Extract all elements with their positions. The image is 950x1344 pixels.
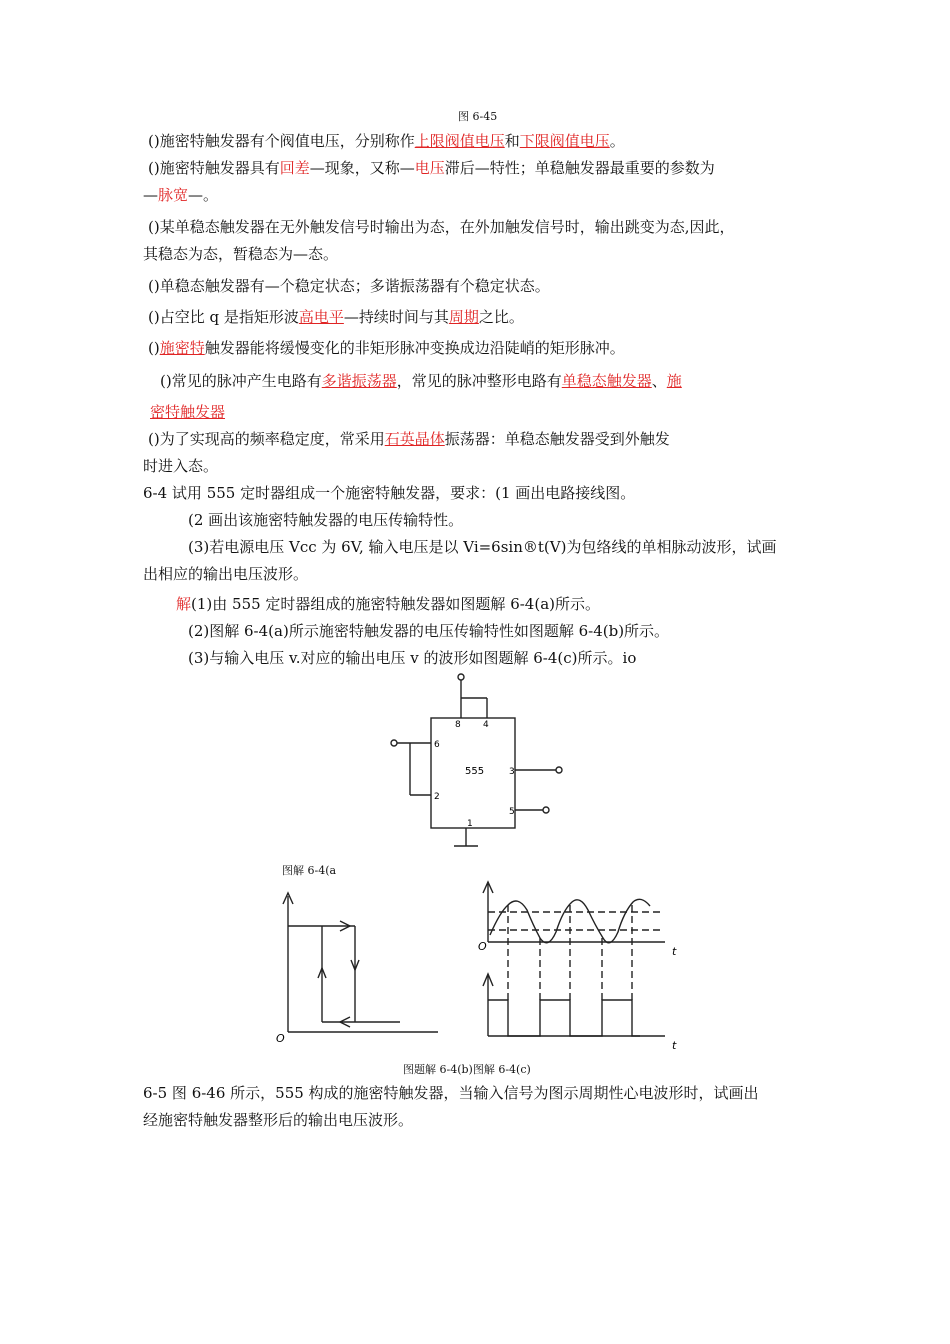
- question-4: ()单稳态触发器有—个稳定状态；多谐振荡器有个稳定状态。: [148, 277, 550, 295]
- question-3-cont: 其稳态为态，暂稳态为—态。: [143, 245, 339, 263]
- question-1: ()施密特触发器有个阀值电压，分别称作上限阀值电压和下限阀值电压。: [148, 132, 625, 150]
- axis-t-bottom: t: [672, 1039, 677, 1052]
- answer-hysteresis: 回差: [279, 159, 310, 177]
- pin-1-label: 1: [467, 819, 473, 829]
- problem-6-5-cont: 经施密特触发器整形后的输出电压波形。: [143, 1111, 414, 1129]
- answer-period: 周期: [448, 308, 479, 326]
- question-7: ()常见的脉冲产生电路有多谐振荡器，常见的脉冲整形电路有单稳态触发器、施: [160, 372, 682, 390]
- problem-6-5: 6-5 图 6-46 所示，555 构成的施密特触发器，当输入信号为图示周期性心电波形时，试画出: [143, 1084, 759, 1102]
- pin-2-label: 2: [434, 792, 440, 802]
- figure-caption-bc: 图题解 6-4(b)图解 6-4(c): [403, 1063, 531, 1076]
- question-8: ()为了实现高的频率稳定度，常采用石英晶体振荡器：单稳态触发器受到外触发: [148, 430, 670, 448]
- figure-caption-a: 图解 6-4(a: [282, 864, 337, 877]
- answer-monostable: 单稳态触发器: [561, 372, 652, 390]
- answer-schmitt-start: 施: [666, 372, 682, 390]
- answer-voltage: 电压: [414, 159, 445, 177]
- solution-3: (3)与输入电压 v.对应的输出电压 v 的波形如图题解 6-4(c)所示。io: [188, 649, 637, 667]
- question-3: ()某单稳态触发器在无外触发信号时输出为态，在外加触发信号时，输出跳变为态,因此，: [148, 218, 735, 236]
- question-6: ()施密特触发器能将缓慢变化的非矩形脉冲变换成边沿陡峭的矩形脉冲。: [148, 339, 625, 357]
- axis-origin-c: O: [478, 940, 487, 953]
- question-8-cont: 时进入态。: [143, 457, 219, 475]
- answer-pulse-width: 脉宽: [158, 186, 189, 204]
- solution-1: 解(1)由 555 定时器组成的施密特触发器如图题解 6-4(a)所示。: [176, 595, 601, 613]
- pin-3-label: 3: [509, 767, 515, 777]
- pin-6-label: 6: [434, 740, 440, 750]
- answer-schmitt-end: 密特触发器: [150, 403, 226, 421]
- question-2-cont: —脉宽—。: [143, 186, 219, 204]
- problem-6-4: 6-4 试用 555 定时器组成一个施密特触发器，要求：(1 画出电路接线图。: [143, 484, 636, 502]
- answer-multivibrator: 多谐振荡器: [321, 372, 397, 390]
- answer-quartz: 石英晶体: [384, 430, 445, 448]
- chip-name-label: 555: [465, 766, 485, 777]
- pin-5-label: 5: [509, 807, 515, 817]
- solution-label: 解: [176, 595, 192, 613]
- answer-lower-threshold: 下限阀值电压: [519, 132, 610, 150]
- figure-caption-6-45: 图 6-45: [458, 110, 498, 123]
- question-5: ()占空比 q 是指矩形波高电平—持续时间与其周期之比。: [148, 308, 524, 326]
- problem-6-4-part2: (2 画出该施密特触发器的电压传输特性。: [188, 511, 464, 529]
- answer-high-level: 高电平: [298, 308, 344, 326]
- waveform-plot: [483, 882, 665, 1036]
- transfer-characteristic-plot: [283, 893, 438, 1032]
- solution-2: (2)图解 6-4(a)所示施密特触发器的电压传输特性如图题解 6-4(b)所示。: [188, 622, 670, 640]
- answer-upper-threshold: 上限阀值电压: [414, 132, 505, 150]
- answer-schmitt: 施密特: [159, 339, 205, 357]
- problem-6-4-part3: (3)若电源电压 Vcc 为 6V, 输入电压是以 Vi=6sin®t(V)为包络线的单相脉动波形，试画: [188, 538, 777, 556]
- axis-origin-b: O: [276, 1032, 285, 1045]
- axis-t-top: t: [672, 945, 677, 958]
- pin-8-label: 8: [455, 720, 461, 730]
- question-2: ()施密特触发器具有回差—现象，又称—电压滞后—特性；单稳触发器最重要的参数为: [148, 159, 715, 177]
- problem-6-4-part3-cont: 出相应的输出电压波形。: [143, 565, 309, 583]
- pin-4-label: 4: [483, 720, 489, 730]
